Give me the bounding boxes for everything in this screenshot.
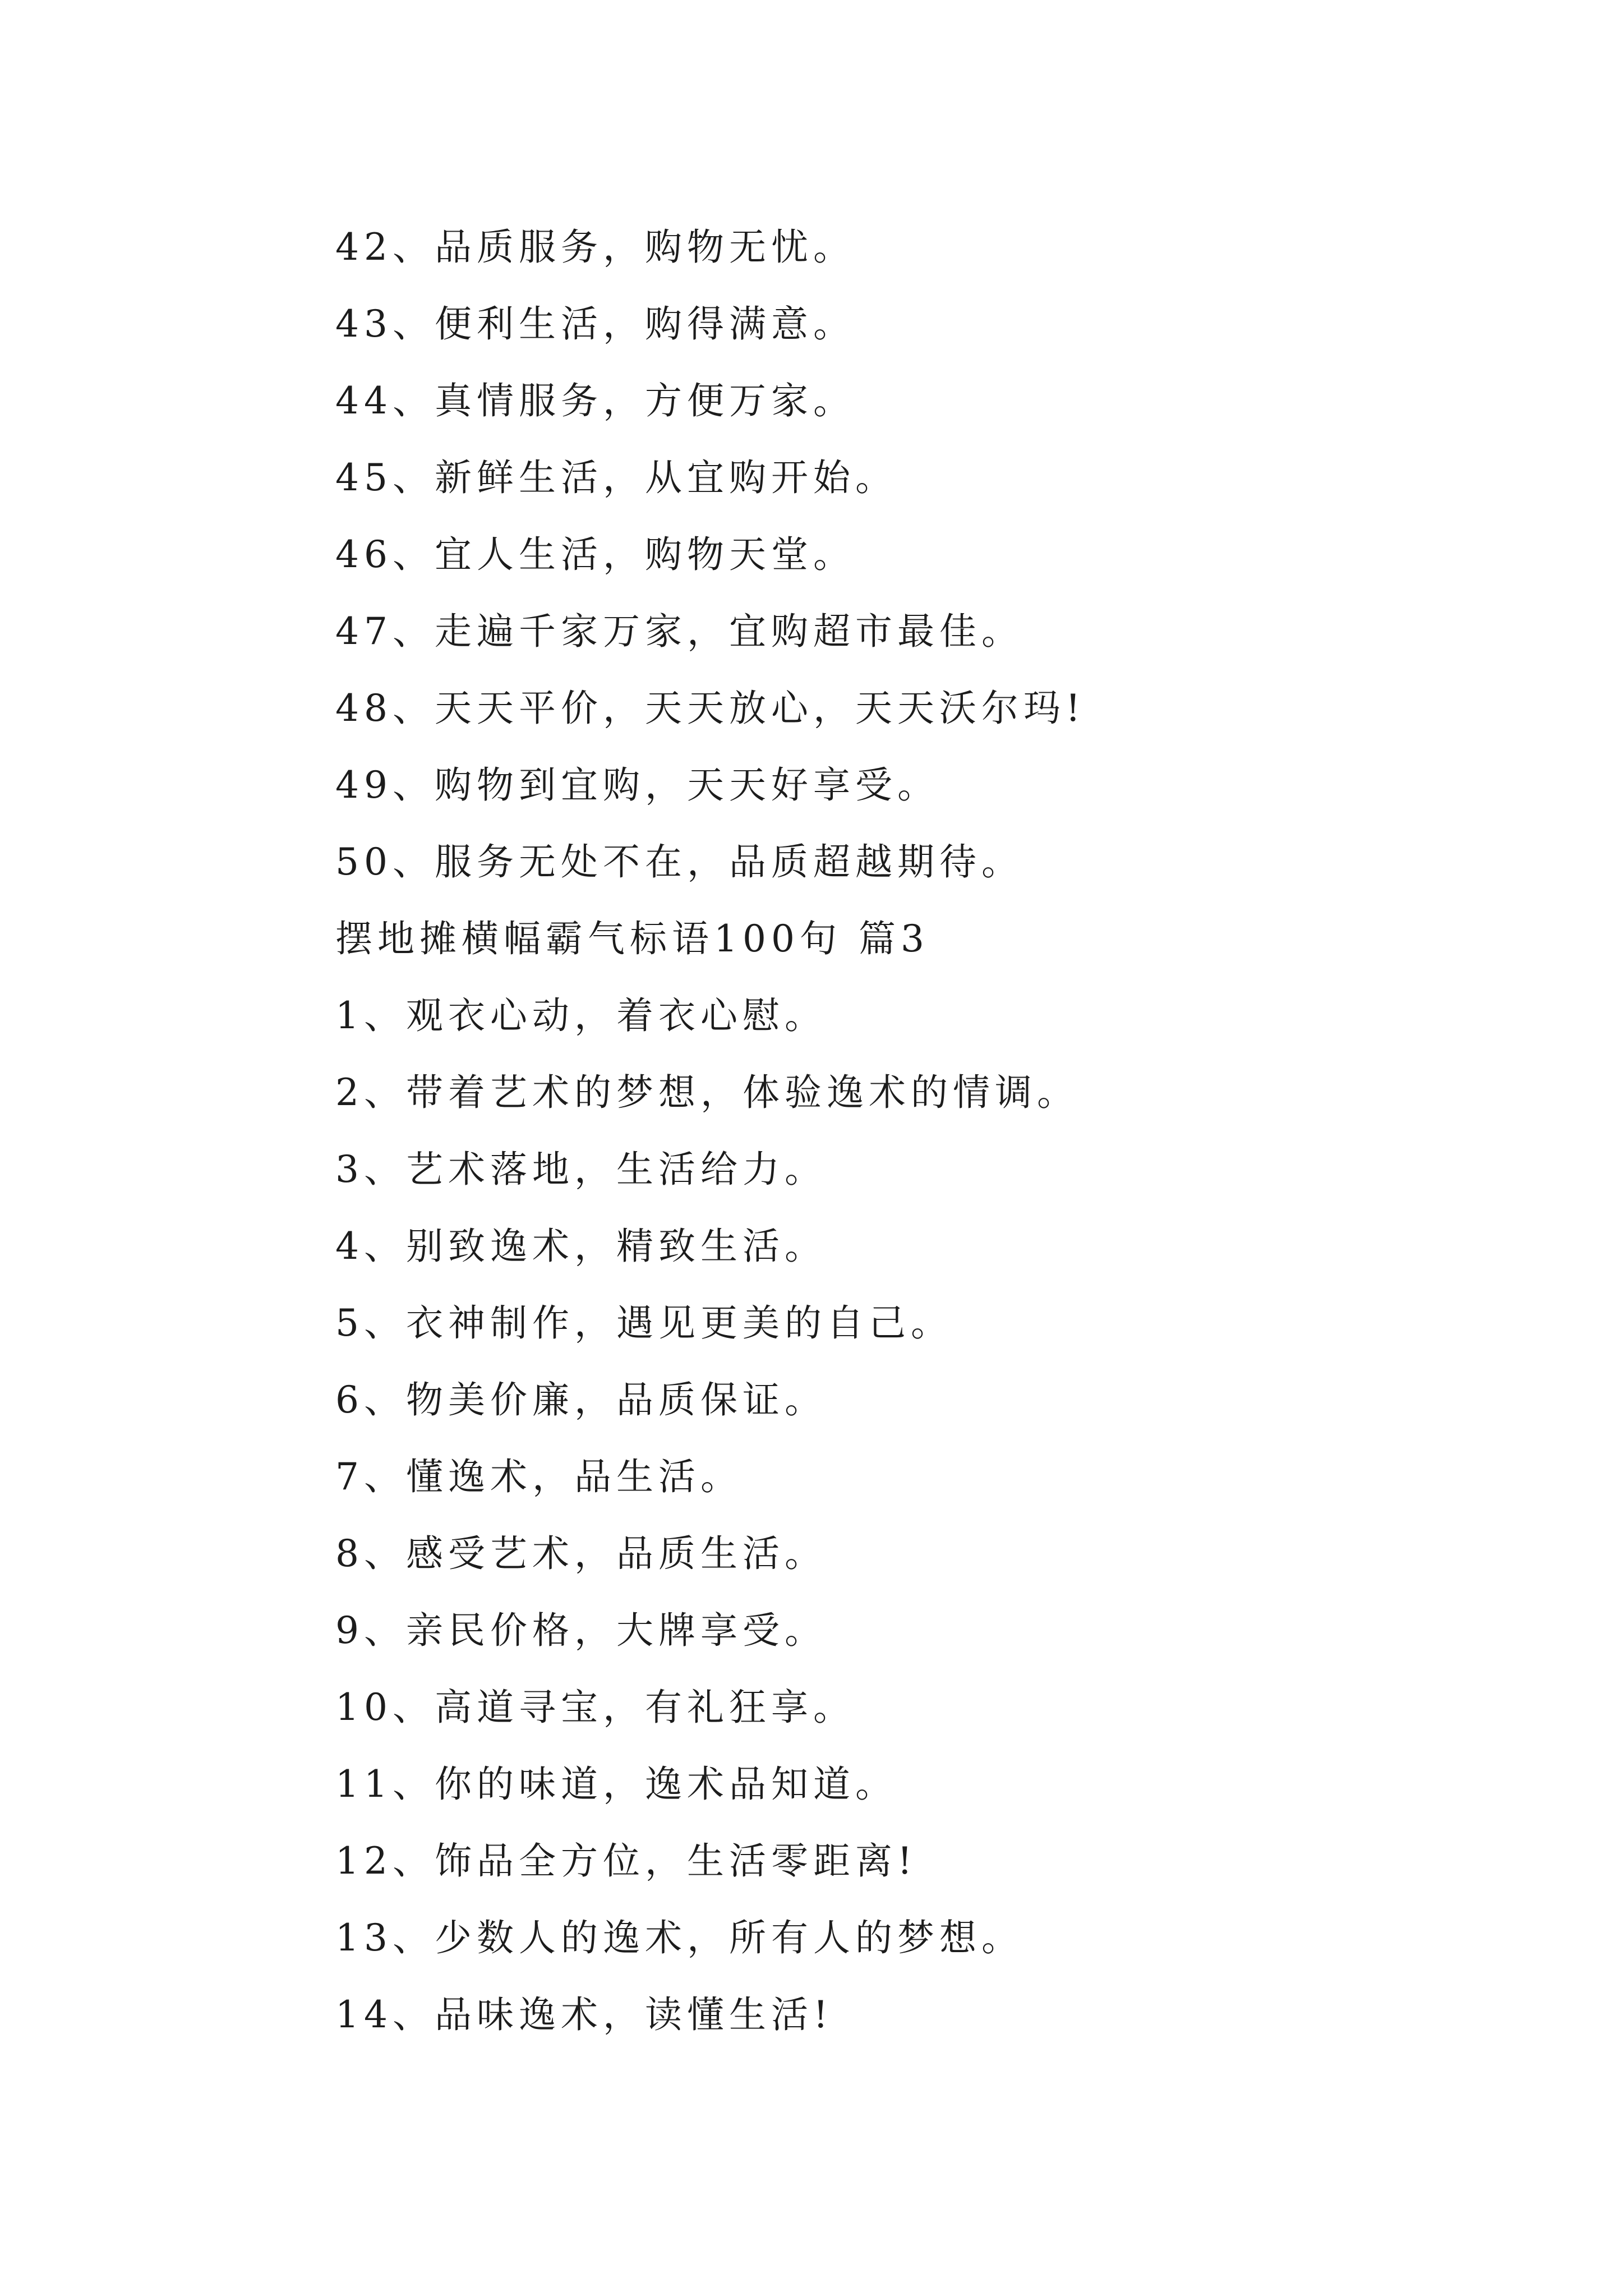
slogan-line: 5、衣神制作，遇见更美的自己。 <box>335 1301 953 1345</box>
slogan-line: 50、服务无处不在，品质超越期待。 <box>335 840 1023 884</box>
slogan-line: 6、物美价廉，品质保证。 <box>335 1378 827 1421</box>
section-heading: 摆地摊横幅霸气标语100句 篇3 <box>335 917 929 960</box>
slogan-line: 44、真情服务，方便万家。 <box>335 379 855 422</box>
slogan-line: 2、带着艺术的梦想，体验逸术的情调。 <box>335 1071 1079 1114</box>
slogan-line: 12、饰品全方位，生活零距离! <box>335 1839 917 1883</box>
slogan-line: 43、便利生活，购得满意。 <box>335 302 855 346</box>
slogan-line: 45、新鲜生活，从宜购开始。 <box>335 456 897 499</box>
document-body <box>335 209 1569 2053</box>
slogan-line: 3、艺术落地，生活给力。 <box>335 1148 827 1191</box>
slogan-line: 13、少数人的逸术，所有人的梦想。 <box>335 1916 1023 1959</box>
slogan-line: 42、品质服务，购物无忧。 <box>335 226 855 269</box>
slogan-line: 48、天天平价，天天放心，天天沃尔玛! <box>335 687 1086 730</box>
slogan-line: 14、品味逸术，读懂生活! <box>335 1993 833 2036</box>
slogan-line: 49、购物到宜购，天天好享受。 <box>335 763 939 807</box>
slogan-line: 1、观衣心动，着衣心慰。 <box>335 994 827 1037</box>
slogan-line: 46、宜人生活，购物天堂。 <box>335 533 855 576</box>
slogan-line: 10、高道寻宝，有礼狂享。 <box>335 1686 855 1729</box>
slogan-line: 11、你的味道，逸术品知道。 <box>335 1763 897 1806</box>
slogan-line: 4、别致逸术，精致生活。 <box>335 1225 827 1268</box>
slogan-line: 9、亲民价格，大牌享受。 <box>335 1609 827 1652</box>
slogan-line: 8、感受艺术，品质生活。 <box>335 1532 827 1575</box>
slogan-line: 7、懂逸术，品生活。 <box>335 1455 743 1498</box>
slogan-line: 47、走遍千家万家，宜购超市最佳。 <box>335 610 1023 653</box>
